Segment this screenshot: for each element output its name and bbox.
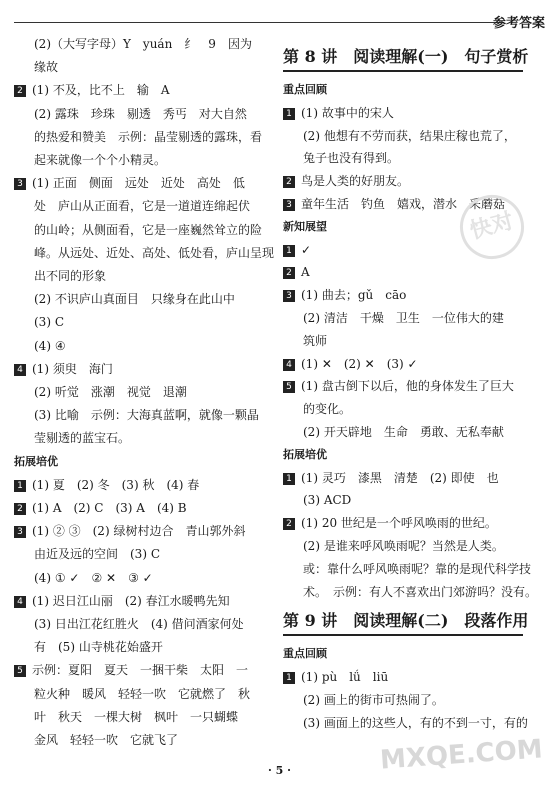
question-number: 2	[283, 267, 295, 279]
answer-text: (3) 画面上的这些人，有的不到一寸，有的	[303, 715, 528, 730]
answer-text: 出不同的形象	[34, 269, 107, 283]
answer-text: 兔子也没有得到。	[303, 151, 400, 166]
question-number: 2	[283, 518, 295, 530]
question-number: 3	[14, 178, 26, 190]
answer-text: 的山岭；从侧面看，它是一座巍然耸立的险	[34, 222, 263, 237]
answer-text: (1) pù lǘ liū	[301, 670, 389, 685]
answer-line	[14, 152, 166, 168]
answer-text: (2) 露珠 珍珠 剔透 秀丐 对大自然	[34, 106, 247, 121]
section-heading: 拓展培优	[14, 454, 58, 468]
answer-line	[14, 175, 245, 191]
answer-line	[14, 222, 262, 238]
answer-line	[14, 129, 262, 145]
answer-line	[283, 173, 409, 189]
answer-text: (1) 灵巧 漆黑 清楚 (2) 即使 也	[301, 470, 499, 485]
answer-line	[14, 268, 106, 284]
section-heading: 重点回顾	[283, 647, 327, 661]
question-number: 4	[283, 359, 295, 371]
answer-line	[14, 430, 130, 446]
answer-line	[283, 264, 310, 280]
answer-line	[14, 523, 245, 539]
lecture-title: 第 9 讲 阅读理解(二) 段落作用	[283, 611, 529, 631]
answer-text: (2) 画上的街市可热闹了。	[303, 693, 444, 707]
answer-text: 粒火种 暖风 轻轻一吹 它就燃了 秋	[34, 686, 251, 701]
answer-text: 童年生活 钓鱼 嬉戏，潜水 采蘑菇	[301, 197, 506, 211]
answer-text: 鸟是人类的好朋友。	[301, 174, 410, 189]
answer-line	[283, 333, 327, 349]
answer-text: (1) 曲去；gǔ cāo	[301, 288, 407, 303]
answer-line	[14, 593, 230, 609]
answer-line	[283, 584, 537, 600]
answer-line	[14, 477, 199, 493]
answer-line	[14, 106, 247, 122]
question-number: 3	[14, 526, 26, 538]
question-number: 3	[283, 199, 295, 211]
answer-line	[283, 424, 504, 440]
section-heading: 重点回顾	[283, 83, 327, 96]
watermark-stamp: 快对	[453, 188, 531, 266]
answer-line	[14, 500, 187, 516]
answer-text: (1) 故事中的宋人	[301, 105, 394, 120]
answer-line	[14, 407, 259, 423]
answer-text: (3) 比喻 示例：大海真蓝啊，就像一颗晶	[34, 408, 259, 423]
answer-line	[14, 198, 250, 214]
answer-text: (2) 不识庐山真面目 只缘身在此山中	[34, 292, 235, 307]
answer-text: 的热爱和赞美 示例：晶莹剔透的露珠，看	[34, 129, 263, 144]
question-number: 1	[283, 108, 295, 120]
answer-text: (2)（大写字母）Y yuán 纟 9 因为	[34, 37, 252, 51]
answer-text: 术。 示例：有人不喜欢出门郊游吗？没有。	[303, 584, 538, 599]
answer-line	[14, 546, 160, 562]
answer-line	[283, 692, 444, 708]
answer-line	[14, 314, 64, 330]
answer-line	[283, 515, 497, 531]
answer-line	[283, 105, 394, 121]
answer-text: 由近及远的空间 (3) C	[34, 547, 160, 562]
answer-text: 有 (5) 山寺桃花始盛开	[34, 640, 163, 655]
answer-text: (1) A (2) C (3) A (4) B	[32, 501, 187, 515]
question-number: 4	[14, 364, 26, 376]
answer-text: (1) 不及，比不上 输 A	[32, 83, 170, 98]
answer-text: 起来就像一个个小精灵。	[34, 153, 167, 167]
question-number: 3	[283, 290, 295, 302]
answer-text: (3) 日出江花红胜火 (4) 借问酒家何处	[34, 617, 244, 631]
answer-line	[283, 128, 516, 144]
answer-line	[14, 36, 252, 52]
question-number: 2	[14, 85, 26, 97]
answer-text: (1) 迟日江山丽 (2) 春江水暖鸭先知	[32, 593, 230, 608]
question-number: 1	[14, 480, 26, 492]
answer-line	[14, 662, 248, 678]
section-heading: 拓展培优	[283, 447, 327, 461]
answer-line	[283, 356, 418, 372]
answer-text: 莹剔透的蓝宝石。	[34, 431, 131, 446]
lecture-title: 第 8 讲 阅读理解(一) 句子赏析	[283, 47, 529, 66]
answer-line	[14, 338, 66, 354]
answer-line	[14, 245, 274, 261]
answer-text: A	[301, 265, 310, 280]
lecture-rule	[283, 70, 523, 72]
header-title: 参考答案	[492, 16, 545, 31]
answer-line	[283, 492, 351, 508]
question-number: 1	[283, 245, 295, 257]
answer-line	[14, 709, 238, 725]
section-heading: 新知展望	[283, 219, 327, 233]
answer-text: (1) ✕ (2) ✕ (3) ✓	[301, 356, 418, 371]
answer-line	[283, 378, 514, 394]
answer-text: 叶 秋天 一棵大树 枫叶 一只蝴蝶	[34, 709, 239, 724]
answer-line	[283, 470, 499, 486]
answer-line	[283, 561, 531, 577]
answer-text: (2) 听觉 涨潮 视觉 退潮	[34, 385, 187, 399]
page-number: · 5 ·	[268, 764, 291, 777]
question-number: 5	[283, 381, 295, 393]
answer-text: (2) 开天辟地 生命 勇敢、无私奉献	[303, 425, 504, 439]
answer-text: (3) C	[34, 315, 64, 330]
answer-line	[283, 287, 406, 303]
answer-line	[283, 242, 311, 258]
answer-text: (1) 夏 (2) 冬 (3) 秋 (4) 春	[32, 477, 200, 492]
answer-line	[14, 82, 169, 98]
answer-text: (4) ① ✓ ② ✕ ③ ✓	[34, 570, 153, 585]
answer-line	[14, 570, 153, 586]
answer-line	[283, 715, 528, 731]
answer-line	[283, 669, 388, 685]
answer-line	[14, 639, 163, 655]
answer-text: 的变化。	[303, 402, 352, 417]
lecture-rule	[283, 634, 523, 636]
answer-text: 缘故	[34, 60, 59, 75]
answer-line	[283, 401, 351, 417]
answer-text: 峰。从远处、近处、高处、低处看，庐山呈现	[34, 245, 275, 260]
answer-line	[283, 538, 504, 554]
answer-text: (1) 盘古倒下以后，他的身体发生了巨大	[301, 379, 514, 394]
answer-text: (4) ④	[34, 338, 66, 353]
answer-text: 筑师	[303, 333, 328, 348]
answer-text: (3) ACD	[303, 493, 352, 508]
answer-text: 示例：夏阳 夏天 一捆干柴 太阳 一	[32, 663, 249, 678]
answer-line	[14, 686, 250, 702]
answer-line	[14, 361, 113, 377]
answer-line	[14, 59, 58, 75]
answer-text: (2) 清洁 干燥 卫生 一位伟大的建	[303, 311, 504, 325]
answer-text: (1) 正面 侧面 远处 近处 高处 低	[32, 176, 245, 191]
answer-line	[14, 732, 178, 748]
question-number: 5	[14, 665, 26, 677]
header-rule	[14, 22, 504, 23]
answer-line	[14, 291, 235, 307]
answer-line	[283, 310, 504, 326]
answer-line	[14, 384, 187, 400]
question-number: 1	[283, 672, 295, 684]
question-number: 1	[283, 473, 295, 485]
question-number: 2	[283, 176, 295, 188]
answer-text: (1) ② ③ (2) 绿树村边合 青山郭外斜	[32, 524, 246, 539]
question-number: 2	[14, 503, 26, 515]
question-number: 4	[14, 596, 26, 608]
answer-text: (1) 须臾 海门	[32, 361, 113, 376]
answer-text: (2) 他想有不劳而获，结果庄稼也荒了，	[303, 128, 516, 143]
answer-text: 处 庐山从正面看，它是一道道连绵起伏	[34, 199, 251, 214]
answer-text: 金风 轻轻一吹 它就飞了	[34, 733, 179, 747]
watermark-logo: MXQE.COM	[379, 734, 544, 776]
answer-text: 或：靠什么呼风唤雨呢？靠的是现代科学技	[303, 561, 532, 576]
answer-text: ✓	[301, 242, 312, 257]
answer-text: (1) 20 世纪是一个呼风唤雨的世纪。	[301, 516, 497, 531]
answer-line	[283, 150, 399, 166]
answer-text: (2) 是谁来呼风唤雨呢？当然是人类。	[303, 539, 504, 553]
answer-line	[14, 616, 244, 632]
